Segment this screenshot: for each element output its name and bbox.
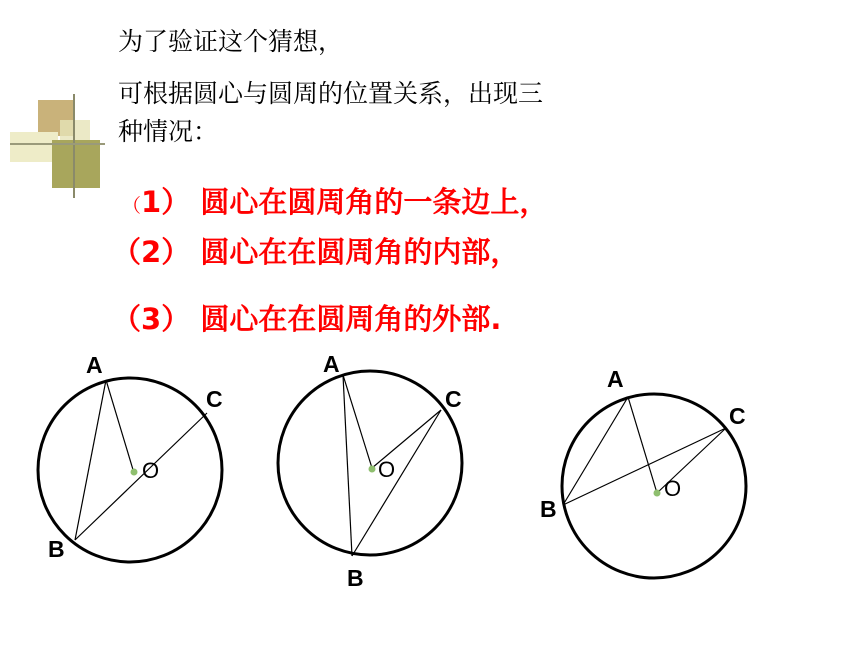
intro-line-3: 种情况： [118,117,219,146]
center-dot-3 [654,490,661,497]
chord-bc-1 [75,413,207,540]
chord-ab-2 [343,375,352,556]
label-c-2: C [445,386,462,412]
label-b-2: B [347,565,364,591]
circle-3 [562,394,746,578]
case-1-text: 圆心在圆周角的一条边上， [190,185,549,219]
chord-bc-3 [563,428,726,505]
label-b-3: B [540,496,557,522]
center-dot-2 [369,466,376,473]
intro-line-2: 可根据圆心与圆周的位置关系，出现三 [118,79,544,108]
label-b-1: B [48,536,65,562]
case-1-open: （ [122,195,142,217]
case-3-number: 3 [141,302,162,336]
case-2-number: 2 [141,235,162,269]
chord-ac-3 [628,397,657,493]
circle-1 [38,378,222,562]
diagram-case-3 [540,366,746,578]
case-2-open: （ [112,235,142,269]
case-1-number: 1 [141,185,162,219]
intro-line-1: 为了验证这个猜想， [118,27,344,56]
case-3-text: 圆心在在圆周角的外部. [190,302,502,336]
label-c-3: C [729,403,746,429]
label-a-2: A [323,351,340,377]
label-c-1: C [206,386,223,412]
chord-ab-1 [75,380,106,540]
case-2-text: 圆心在在圆周角的内部， [190,235,520,269]
diagram-case-2 [278,351,462,591]
radius-ao-1 [106,380,134,473]
case-2-close: ） [161,235,191,269]
case-3-open: （ [112,302,142,336]
label-a-1: A [86,352,103,378]
case-1-close: ） [161,185,191,219]
label-a-3: A [607,366,624,392]
case-3-close: ） [161,302,191,336]
label-o-2: O [378,457,396,482]
diagram-case-1 [38,352,223,562]
center-dot-1 [131,469,138,476]
label-o-1: O [142,458,160,483]
label-o-3: O [664,476,682,501]
